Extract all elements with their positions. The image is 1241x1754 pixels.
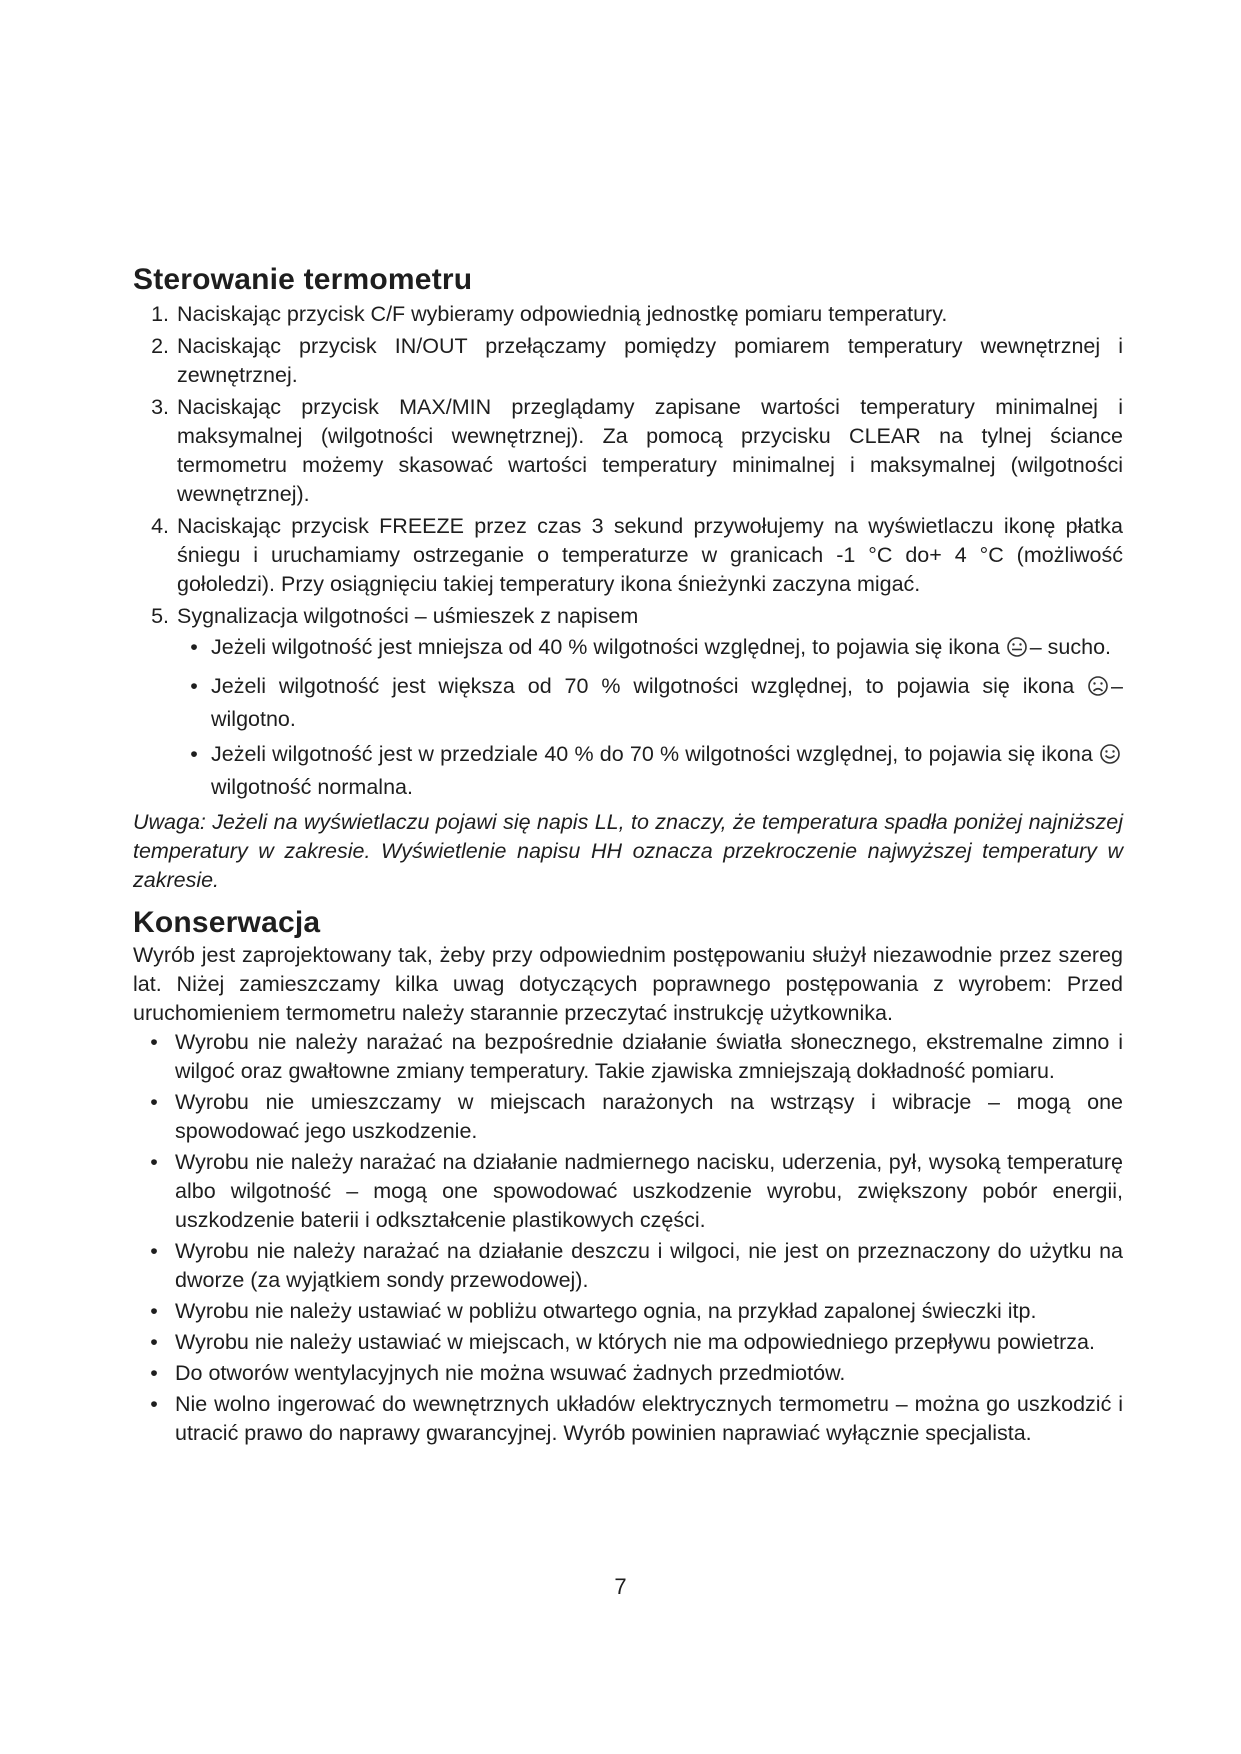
list-item: • Do otworów wentylacyjnych nie można wsuwać żadnych przedmiotów. <box>150 1361 846 1385</box>
list-item: • Wyrobu nie należy narażać na działanie deszczu i wilgoci, nie jest on przeznaczony do użytku na dworze (za wyjątkiem sondy przewodowej). <box>150 1239 1123 1292</box>
list-item: • Wyrobu nie należy narażać na bezpośrednie działanie światła słonecznego, ekstremalne zimno i wilgoć oraz gwałtowne zmiany temperatury. Takie zjawiska zmniejszają dokładność pomiaru. <box>150 1030 1123 1083</box>
sublist-item: • Jeżeli wilgotność jest mniejsza od 40 % wilgotności względnej, to pojawia się ikona – sucho. <box>177 633 1123 666</box>
list-item: 2. Naciskając przycisk IN/OUT przełączamy pomiędzy pomiarem temperatury wewnętrznej i zewnętrznej. <box>133 332 1123 390</box>
list-item-text: Sygnalizacja wilgotności – uśmieszek z napisem <box>177 604 639 628</box>
list-item: • Wyrobu nie umieszczamy w miejscach narażonych na wstrząsy i wibracje – mogą one spowodować jego uszkodzenie. <box>150 1090 1123 1143</box>
list-item: • Wyrobu nie należy narażać na działanie nadmiernego nacisku, uderzenia, pył, wysoką temperaturę albo wilgotność – mogą one spowodować uszkodzenie wyrobu, zwiększony pobór energii, uszkodzenie baterii i odkształcenie plastikowych części. <box>150 1150 1123 1232</box>
sublist-item: • Jeżeli wilgotność jest w przedziale 40 % do 70 % wilgotności względnej, to pojawia się ikona wilgotność normalna. <box>177 740 1123 802</box>
list-item-text: Naciskając przycisk C/F wybieramy odpowiednią jednostkę pomiaru temperatury. <box>177 302 948 326</box>
list-item: • Wyrobu nie należy ustawiać w pobliżu otwartego ognia, na przykład zapalonej świeczki itp. <box>150 1299 1037 1323</box>
intro-paragraph: Wyrób jest zaprojektowany tak, żeby przy odpowiednim postępowaniu służył niezawodnie przez szereg lat. Niżej zamieszczamy kilka uwag dotyczących poprawnego postępowania z wyrobem: Przed uruchomieniem termometru należy starannie przeczytać instrukcję użytkownika. <box>133 943 1123 1025</box>
numbered-list <box>133 300 1123 802</box>
list-item-text: Naciskając przycisk FREEZE przez czas 3 sekund przywołujemy na wyświetlaczu ikonę płatka śniegu i uruchamiamy ostrzeganie o temperaturze w granicach -1 °C do+ 4 °C (możliwość gołoledzi). Przy osiągnięciu takiej temperatury ikona śnieżynki zaczyna migać. <box>177 514 1123 596</box>
sublist-item: • Jeżeli wilgotność jest większa od 70 % wilgotności względnej, to pojawia się ikona – wilgotno. <box>190 674 1123 731</box>
page-number: 7 <box>614 1574 627 1599</box>
neutral-face-icon <box>1006 636 1028 666</box>
list-item-text: Naciskając przycisk IN/OUT przełączamy pomiędzy pomiarem temperatury wewnętrznej i zewnętrznej. <box>177 334 1123 387</box>
list-item-text: Naciskając przycisk MAX/MIN przeglądamy zapisane wartości temperatury minimalnej i maksymalnej (wilgotności wewnętrznej). Za pomocą przycisku CLEAR na tylnej ściance termometru możemy skasować wartości temperatury minimalnej i maksymalnej (wilgotności wewnętrznej). <box>177 395 1123 506</box>
list-item: 4. Naciskając przycisk FREEZE przez czas 3 sekund przywołujemy na wyświetlaczu ikonę płatka śniegu i uruchamiamy ostrzeganie o temperaturze w granicach -1 °C do+ 4 °C (możliwość gołoledzi). Przy osiągnięciu takiej temperatury ikona śnieżynki zaczyna migać. <box>133 512 1123 599</box>
section-konserwacja <box>133 905 1123 1448</box>
list-item: • Nie wolno ingerować do wewnętrznych układów elektrycznych termometru – można go uszkodzić i utracić prawo do naprawy gwarancyjnej. Wyrób powinien naprawiać wyłącznie specjalista. <box>150 1392 1123 1445</box>
list-item: 3. Naciskając przycisk MAX/MIN przeglądamy zapisane wartości temperatury minimalnej i maksymalnej (wilgotności wewnętrznej). Za pomocą przycisku CLEAR na tylnej ściance termometru możemy skasować wartości temperatury minimalnej i maksymalnej (wilgotności wewnętrznej). <box>133 393 1123 509</box>
sad-face-icon <box>1087 675 1109 705</box>
list-item: • Wyrobu nie należy ustawiać w miejscach, w których nie ma odpowiedniego przepływu powietrza. <box>150 1330 1095 1354</box>
list-item: 1. Naciskając przycisk C/F wybieramy odpowiednią jednostkę pomiaru temperatury. <box>133 300 1123 329</box>
document-page <box>133 262 1123 1450</box>
warning-note: Uwaga: Jeżeli na wyświetlaczu pojawi się napis LL, to znaczy, że temperatura spadła poniżej najniższej temperatury w zakresie. Wyświetlenie napisu HH oznacza przekroczenie najwyższej temperatury w zakresie. <box>133 810 1123 892</box>
humidity-sublist <box>177 633 1123 802</box>
section-title-sterowanie: Sterowanie termometru <box>133 263 473 296</box>
list-item: 5. Sygnalizacja wilgotności – uśmieszek z napisem • Jeżeli wilgotność jest mniejsza od 40 % wilgotności względnej, to pojawia się ikona – sucho. • Jeżeli wilgotność jest większa od 70 % wilgotności względnej, to pojawia się ikona – wilgotno. • Jeżeli wilgotność jest w przedziale 40 % do 70 % wilgotności względnej, to pojawia się ikona wilgotność normalna. <box>133 602 1123 802</box>
section-title-konserwacja: Konserwacja <box>133 906 321 939</box>
happy-face-icon <box>1099 743 1121 773</box>
bullet-list <box>133 1028 1123 1448</box>
